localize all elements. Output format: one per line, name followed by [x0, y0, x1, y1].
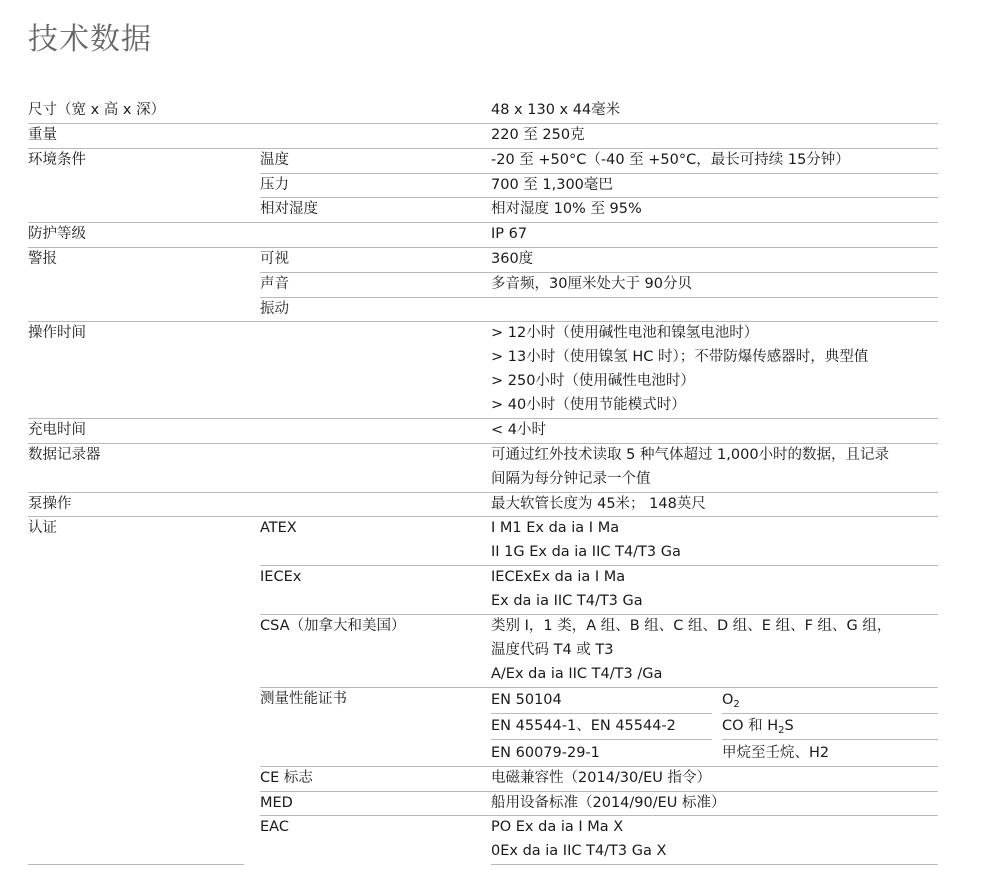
- eac-label: EAC: [260, 819, 289, 835]
- environment-label: 环境条件: [28, 152, 86, 168]
- pump-label: 泵操作: [28, 496, 72, 512]
- csa-line: 类别 I，1 类，A 组、B 组、C 组、D 组、E 组、F 组、G 组，: [491, 618, 892, 634]
- alarm-vibration-label: 振动: [260, 301, 289, 317]
- pump-value: 最大软管长度为 45米； 148英尺: [491, 496, 706, 512]
- datalogger-line: 间隔为每分钟记录一个值: [491, 471, 651, 487]
- dimensions-value: 48 x 130 x 44毫米: [491, 102, 621, 118]
- operating-time-label: 操作时间: [28, 325, 86, 341]
- iecex-label: IECEx: [260, 569, 302, 585]
- weight-value: 220 至 250克: [491, 127, 585, 143]
- operating-time-line: > 40小时（使用节能模式时）: [491, 397, 686, 413]
- operating-time-line: > 13小时（使用镍氢 HC 时）；不带防爆传感器时，典型值: [491, 349, 869, 365]
- temperature-value: -20 至 +50°C（-40 至 +50°C，最长可持续 15分钟）: [491, 152, 850, 168]
- row-divider: [260, 297, 938, 298]
- row-divider: [28, 321, 938, 322]
- charging-time-label: 充电时间: [28, 422, 86, 438]
- performance-standard: EN 60079-29-1: [491, 745, 600, 761]
- row-divider: [28, 247, 938, 248]
- row-divider: [28, 516, 938, 517]
- iecex-line: IECExEx da ia I Ma: [491, 569, 626, 585]
- pressure-value: 700 至 1,300毫巴: [491, 177, 613, 193]
- performance-standard: EN 45544-1、EN 45544-2: [491, 718, 676, 734]
- protection-label: 防护等级: [28, 226, 86, 242]
- csa-label: CSA（加拿大和美国）: [260, 618, 406, 634]
- humidity-value: 相对湿度 10% 至 95%: [491, 201, 642, 217]
- protection-value: IP 67: [491, 226, 528, 242]
- table-bottom-rule: [491, 864, 938, 865]
- alarm-audible-value: 多音频，30厘米处大于 90分贝: [491, 276, 693, 292]
- med-value: 船用设备标准（2014/90/EU 标准）: [491, 795, 726, 811]
- ce-label: CE 标志: [260, 770, 313, 786]
- row-divider: [28, 123, 938, 124]
- atex-line: II 1G Ex da ia IIC T4/T3 Ga: [491, 544, 681, 560]
- table-bottom-rule: [28, 864, 244, 865]
- csa-line: A/Ex da ia IIC T4/T3 /Ga: [491, 666, 663, 682]
- operating-time-line: > 250小时（使用碱性电池时）: [491, 373, 695, 389]
- row-divider: [28, 418, 938, 419]
- datalogger-label: 数据记录器: [28, 447, 101, 463]
- performance-label: 测量性能证书: [260, 691, 347, 707]
- alarm-audible-label: 声音: [260, 276, 289, 292]
- row-divider: [28, 222, 938, 223]
- certification-label: 认证: [28, 520, 57, 536]
- atex-line: I M1 Ex da ia I Ma: [491, 520, 620, 536]
- humidity-label: 相对湿度: [260, 201, 318, 217]
- dimensions-label: 尺寸（宽 x 高 x 深）: [28, 102, 166, 118]
- charging-time-value: < 4小时: [491, 422, 546, 438]
- atex-label: ATEX: [260, 520, 297, 536]
- weight-label: 重量: [28, 127, 57, 143]
- datalogger-line: 可通过红外技术读取 5 种气体超过 1,000小时的数据，且记录: [491, 447, 890, 463]
- alarm-label: 警报: [28, 251, 57, 267]
- performance-standard: EN 50104: [491, 692, 562, 708]
- eac-line: PO Ex da ia I Ma X: [491, 819, 624, 835]
- eac-line: 0Ex da ia IIC T4/T3 Ga X: [491, 843, 667, 859]
- page-title: 技术数据: [28, 22, 152, 57]
- iecex-line: Ex da ia IIC T4/T3 Ga: [491, 593, 643, 609]
- operating-time-line: > 12小时（使用碱性电池和镍氢电池时）: [491, 325, 759, 341]
- alarm-visual-label: 可视: [260, 251, 289, 267]
- row-divider: [260, 687, 938, 688]
- row-divider: [491, 739, 712, 740]
- pressure-label: 压力: [260, 177, 289, 193]
- csa-line: 温度代码 T4 或 T3: [491, 642, 614, 658]
- performance-gas: 甲烷至壬烷、H2: [722, 745, 830, 761]
- row-divider: [722, 739, 938, 740]
- row-divider: [28, 492, 938, 493]
- med-label: MED: [260, 795, 293, 811]
- ce-value: 电磁兼容性（2014/30/EU 指令）: [491, 770, 712, 786]
- alarm-visual-value: 360度: [491, 251, 534, 267]
- performance-gas: $O_2$: [722, 692, 740, 710]
- temperature-label: 温度: [260, 152, 289, 168]
- performance-gas: CO 和 $H_2S$: [722, 718, 794, 736]
